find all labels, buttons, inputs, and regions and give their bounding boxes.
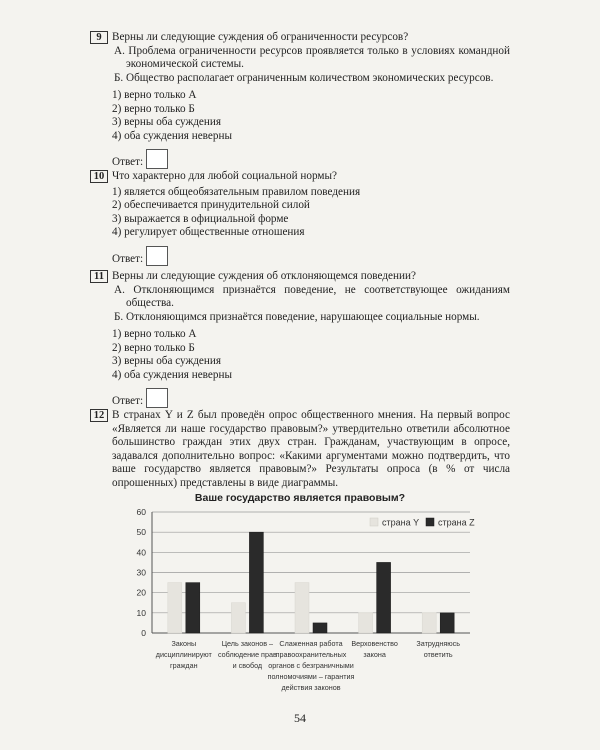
y-tick-label: 40 <box>136 547 146 558</box>
x-category-label: Затрудняюсь <box>416 639 460 648</box>
question-number: 12 <box>90 409 108 422</box>
option-2: 2) верно только Б <box>112 341 195 354</box>
question-11 <box>90 270 510 410</box>
question-text: Что характерно для любой социальной нормы? <box>112 170 337 182</box>
y-tick-label: 0 <box>141 628 146 638</box>
x-category-label: органов с безграничными <box>268 661 354 670</box>
y-tick-label: 50 <box>136 527 146 538</box>
question-text: Верны ли следующие суждения об ограниченности ресурсов? <box>112 31 409 43</box>
bar-country-z <box>249 532 263 633</box>
bar-country-y <box>422 613 436 633</box>
question-number: 11 <box>90 270 108 283</box>
answer-box[interactable] <box>146 246 168 266</box>
bar-country-z <box>313 623 327 633</box>
statement-b: Б. Общество располагает ограниченным количеством экономических ресурсов. <box>114 71 494 84</box>
x-category-label: Цель законов – <box>221 639 274 648</box>
x-category-label: соблюдение прав <box>218 650 277 659</box>
option-3: 3) верны оба суждения <box>112 355 222 367</box>
y-tick-label: 60 <box>136 507 146 517</box>
bar-country-y <box>359 613 373 633</box>
x-category-label: правоохранительных <box>275 650 347 659</box>
legend-swatch <box>370 518 378 526</box>
question-10 <box>90 170 510 268</box>
option-2: 2) обеспечивается принудительной силой <box>112 199 310 211</box>
bar-chart <box>0 500 600 710</box>
question-12 <box>90 409 510 490</box>
option-2: 2) верно только Б <box>112 102 195 115</box>
option-4: 4) регулирует общественные отношения <box>112 226 305 238</box>
statement-a: А. Отклоняющимся признаётся поведение, не соответствующее ожиданиям общества. <box>114 283 510 309</box>
option-4: 4) оба суждения неверны <box>112 368 232 381</box>
y-tick-label: 20 <box>136 587 146 598</box>
question-9 <box>90 31 510 171</box>
x-category-label: дисциплинируют <box>155 650 212 659</box>
x-category-label: Законы <box>171 639 197 648</box>
x-category-label: закона <box>363 650 386 659</box>
chart-y-ticks <box>137 507 147 638</box>
question-number: 10 <box>90 170 108 183</box>
statement-b: Б. Отклоняющимся признаётся поведение, нарушающее социальные нормы. <box>114 310 480 323</box>
question-text: В странах Y и Z был проведён опрос общественного мнения. На первый вопрос «Является ли наше государство правовым?» утвердительно ответили абсолютное большинство граждан этих двух стран. Гражданам, участвующим в опросе, задавался дополнительно вопрос: «Какими аргументами можно подтвердить, что ваше государство является правовым?» Результаты опроса (в % от числа опрошенных) представлены в виде диаграммы. <box>112 409 510 489</box>
bar-country-y <box>231 603 245 633</box>
chart-x-labels <box>156 639 460 692</box>
statement-a: А. Проблема ограниченности ресурсов проявляется только в условиях командной экономической системы. <box>114 44 510 70</box>
bar-country-z <box>186 583 200 633</box>
x-category-label: граждан <box>170 661 198 670</box>
chart-bars <box>168 532 454 633</box>
option-3: 3) выражается в официальной форме <box>112 212 289 225</box>
option-1: 1) является общеобязательным правилом поведения <box>112 185 361 198</box>
x-category-label: Верховенство <box>351 639 398 648</box>
answer-box[interactable] <box>146 388 168 408</box>
answer-label: Ответ: <box>112 252 144 265</box>
bar-country-z <box>440 613 454 633</box>
option-1: 1) верно только А <box>112 89 197 101</box>
legend-swatch <box>426 518 434 526</box>
bar-country-y <box>168 583 182 633</box>
bar-country-y <box>295 583 309 633</box>
x-category-label: ответить <box>423 650 453 659</box>
answer-label: Ответ: <box>112 156 144 168</box>
answer-label: Ответ: <box>112 395 144 407</box>
x-category-label: полномочиями – гарантия <box>267 672 355 681</box>
chart-legend <box>370 518 475 528</box>
x-category-label: действия законов <box>281 683 341 692</box>
option-1: 1) верно только А <box>112 328 197 340</box>
chart-title: Ваше государство является правовым? <box>194 492 406 504</box>
option-3: 3) верны оба суждения <box>112 116 222 128</box>
y-tick-label: 10 <box>136 607 146 618</box>
page-number: 54 <box>294 711 306 725</box>
question-number: 9 <box>90 31 108 44</box>
question-text: Верны ли следующие суждения об отклоняющемся поведении? <box>112 270 416 282</box>
x-category-label: Слаженная работа <box>279 639 343 648</box>
legend-label: страна Y <box>382 517 420 528</box>
answer-box[interactable] <box>146 149 168 169</box>
x-category-label: и свобод <box>232 661 263 670</box>
legend-label: страна Z <box>438 517 475 528</box>
option-4: 4) оба суждения неверны <box>112 129 232 142</box>
bar-country-z <box>377 562 391 633</box>
y-tick-label: 30 <box>136 567 146 578</box>
